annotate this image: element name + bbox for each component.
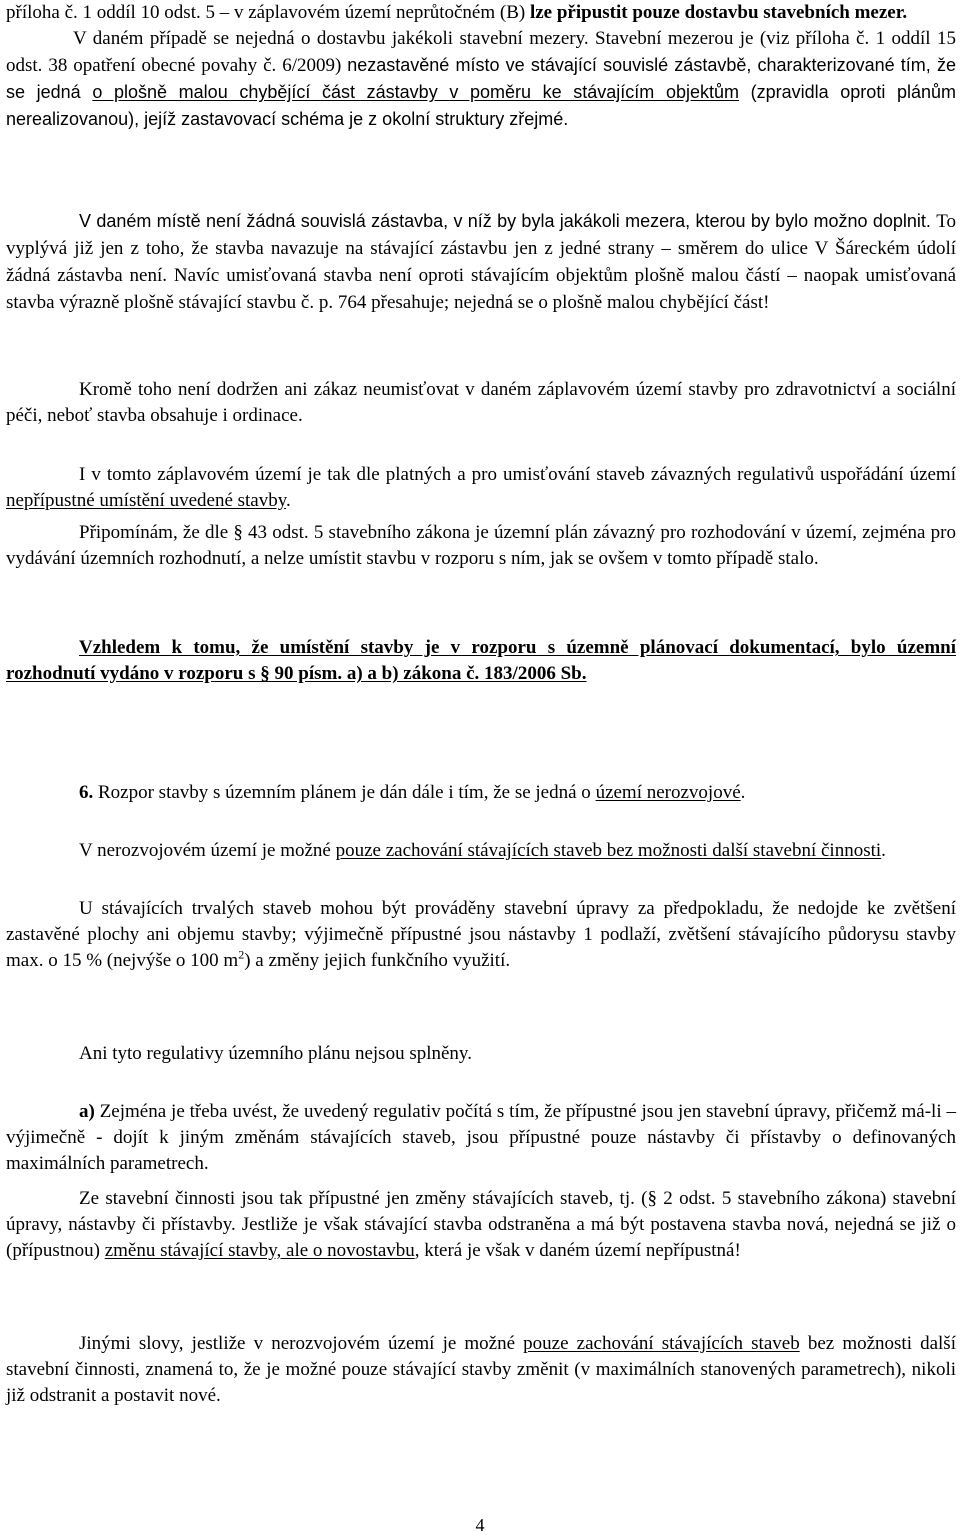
paragraph-zdravotnictvi: Kromě toho není dodržen ani zákaz neumisťovat v daném záplavovém území stavby pro zdravotnictví a sociální péči, neboť stavba obsahuje i ordinace. xyxy=(6,379,956,426)
paragraph-zmeny xyxy=(6,1186,956,1264)
underlined-text: pouze zachování stávajících staveb xyxy=(523,1333,800,1354)
text-run: . xyxy=(286,490,291,511)
text-run: nezastavěné místo ve stávající souvislé zástavbě, charakterizované tím, že se jedná xyxy=(6,55,956,102)
paragraph-a xyxy=(6,1099,956,1177)
text-run: V daném případě se nejedná o dostavbu jakékoli stavební mezery. Stavební mezerou je (viz příloha č. 1 oddíl 15 odst. 38 opatření obecné povahy č. 6/2009) xyxy=(6,28,956,76)
text-run: Zejména je třeba uvést, že uvedený regulativ počítá s tím, že přípustné jsou jen stavební úpravy, přičemž má-li – výjimečně - dojít k jiným změnám stávajících staveb, jsou přípustné pouze nástavby či přístavby o definovaných maximálních parametrech. xyxy=(6,1101,956,1174)
underlined-text: území nerozvojové xyxy=(595,782,741,803)
item-label: a) xyxy=(79,1101,95,1122)
paragraph-jinymi-slovy xyxy=(6,1331,956,1409)
bold-text: lze připustit pouze dostavbu stavebních mezer. xyxy=(529,2,908,23)
text-run: Jinými slovy, jestliže v nerozvojovém území je možné xyxy=(79,1333,524,1354)
text-run: . xyxy=(740,782,746,803)
underlined-text: nepřípustné umístění uvedené stavby xyxy=(6,490,287,511)
paragraph-nesplneny: Ani tyto regulativy územního plánu nejsou splněny. xyxy=(79,1043,472,1064)
text-run: V nerozvojovém území je možné xyxy=(79,840,336,861)
text-run: (zpravidla oproti plánům nerealizovanou), jejíž zastavovací schéma je z okolní struktury zřejmé. xyxy=(6,82,956,129)
section-number: 6. xyxy=(79,782,94,803)
text-run: . xyxy=(881,840,886,861)
paragraph-conclusion xyxy=(6,635,956,687)
text-run: U stávajících trvalých staveb mohou být prováděny stavební úpravy za předpokladu, že nedojde ke zvětšení zastavěné plochy ani objemu stavby; výjimečně přípustné jsou nástavby 1 podlaží, zvětšení stávajícího půdorysu stavby max. o 15 % (nejvýše o 100 m xyxy=(6,898,956,971)
paragraph-6 xyxy=(6,780,956,806)
paragraph-nerozvojove xyxy=(6,838,956,864)
text-run: příloha č. 1 oddíl 10 odst. 5 – v záplavovém území neprůtočném (B) xyxy=(6,2,530,23)
underlined-text: změnu stávající stavby, ale o novostavbu xyxy=(104,1240,415,1261)
underlined-text: pouze zachování stávajících staveb bez možnosti další stavební činnosti xyxy=(335,840,882,861)
text-run: ) a změny jejich funkčního využití. xyxy=(244,950,511,971)
text-run: I v tomto záplavovém území je tak dle platných a pro umisťování staveb závazných regulativů uspořádání území xyxy=(79,464,956,485)
paragraph-zastavba xyxy=(6,208,956,316)
page-number: 4 xyxy=(475,1515,485,1535)
bold-underlined-text: Vzhledem k tomu, že umístění stavby je v rozporu s územně plánovací dokumentací, bylo územní rozhodnutí vydáno v rozporu s § 90 písm. a) a b) zákona č. 183/2006 Sb. xyxy=(6,637,956,684)
text-run: Navíc umisťovaná stavba není oproti stávajícím objektům plošně malou částí – naopak umisťovaná stavba výrazně plošně stávající stavbu č. p. 764 přesahuje; nejedná se o plošně malou chybějící část! xyxy=(6,265,956,313)
paragraph-stavebni-upravy xyxy=(6,896,956,974)
paragraph-regulativy xyxy=(6,462,956,514)
paragraph-mezery xyxy=(6,0,956,133)
underlined-text: o plošně malou chybějící část zástavby v poměru ke stávajícím objektům xyxy=(92,82,739,102)
text-run: Ze stavební činnosti jsou tak přípustné jen změny stávajících staveb, tj. (§ 2 odst. 5 stavebního zákona) stavební úpravy, nástavby či přístavby. Jestliže je však stávající stavba odstraněna a má být postavena stavba nová, nejedná se již o (přípustnou) xyxy=(6,1188,956,1261)
superscript: 2 xyxy=(238,947,245,962)
text-run: To vyplývá již jen z toho, že stavba navazuje na stávající zástavbu jen z jedné strany – směrem do ulice xyxy=(6,211,956,259)
paragraph-paragraf-43: Připomínám, že dle § 43 odst. 5 stavebního zákona je územní plán závazný pro rozhodování v území, zejména pro vydávání územních rozhodnutí, a nelze umístit stavbu v rozporu s ním, jak se ovšem v tomto případě stalo. xyxy=(6,522,956,569)
text-run: bez možnosti další stavební činnosti, znamená to, že je možné pouze stávající stavby změnit (v maximálních stanovených parametrech), nikoli již odstranit a postavit nové. xyxy=(6,1333,956,1406)
text-run: V Šáreckém údolí žádná zástavba není. xyxy=(6,238,956,286)
text-run: V daném místě není žádná souvislá zástavba, v níž by byla jakákoli mezera, kterou by bylo možno doplnit. xyxy=(79,211,937,231)
text-run: , která je však v daném území nepřípustná! xyxy=(414,1240,741,1261)
text-run: Rozpor stavby s územním plánem je dán dále i tím, že se jedná o xyxy=(93,782,596,803)
